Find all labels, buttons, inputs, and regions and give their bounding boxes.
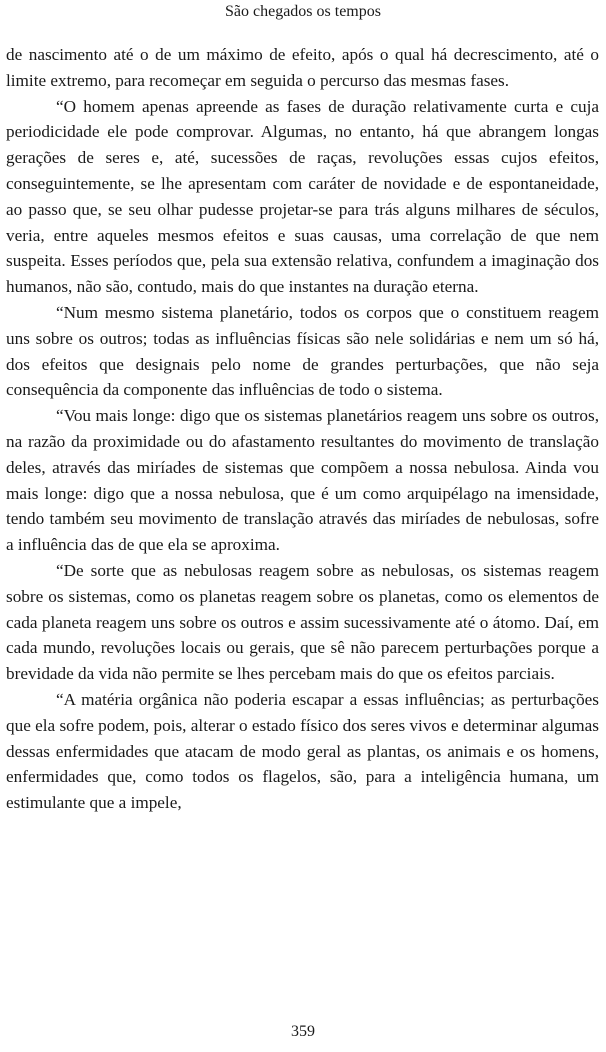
paragraph: “O homem apenas apreende as fases de duração relativamente curta e cuja periodicidade ele pode comprovar. Algumas, no entanto, há que abrangem longas gerações de seres e, até, sucessões de raças, revoluções essas cujos efeitos, conseguintemente, se lhe apresentam com caráter de novidade e de espontaneidade, ao passo que, se seu olhar pudesse projetar-se para trás alguns milhares de séculos, veria, entre aqueles mesmos efeitos e suas causas, uma correlação de que nem suspeita. Esses períodos que, pela sua extensão relativa, confundem a imaginação dos humanos, não são, contudo, mais do que instantes na duração eterna. [6, 96, 599, 297]
paragraph: “Num mesmo sistema planetário, todos os corpos que o constituem reagem uns sobre os outros; todas as influências físicas são nele solidárias e nem um só há, dos efeitos que designais pelo nome de grandes perturbações, que não seja consequência da componente das influências de todo o sistema. [6, 302, 599, 400]
body-text [6, 42, 599, 816]
paragraph: “A matéria orgânica não poderia escapar a essas influências; as perturbações que ela sofre podem, pois, alterar o estado físico dos seres vivos e determinar algumas dessas enfermidades que atacam de modo geral as plantas, os animais e os homens, enfermidades que, como todos os flagelos, são, para a inteligência humana, um estimulante que a impele, [6, 689, 599, 813]
paragraph: “Vou mais longe: digo que os sistemas planetários reagem uns sobre os outros, na razão da proximidade ou do afastamento resultantes do movimento de translação deles, através das miríades de sistemas que compõem a nossa nebulosa. Ainda vou mais longe: digo que a nossa nebulosa, que é um como arquipélago na imensidade, tendo também seu movimento de translação através das miríades de nebulosas, sofre a influência das de que ela se aproxima. [6, 406, 599, 555]
running-head: São chegados os tempos [225, 3, 381, 20]
paragraph-continued: de nascimento até o de um máximo de efeito, após o qual há decrescimento, até o limite extremo, para recomeçar em seguida o percurso das mesmas fases. [6, 45, 599, 90]
paragraph: “De sorte que as nebulosas reagem sobre as nebulosas, os sistemas reagem sobre os sistemas, como os planetas reagem sobre os planetas, como os elementos de cada planeta reagem uns sobre os outros e assim sucessivamente até o átomo. Daí, em cada mundo, revoluções locais ou gerais, que sê não parecem perturbações porque a brevidade da vida não permite se lhes percebam mais do que os efeitos parciais. [6, 560, 599, 684]
page-number: 359 [291, 1023, 315, 1040]
